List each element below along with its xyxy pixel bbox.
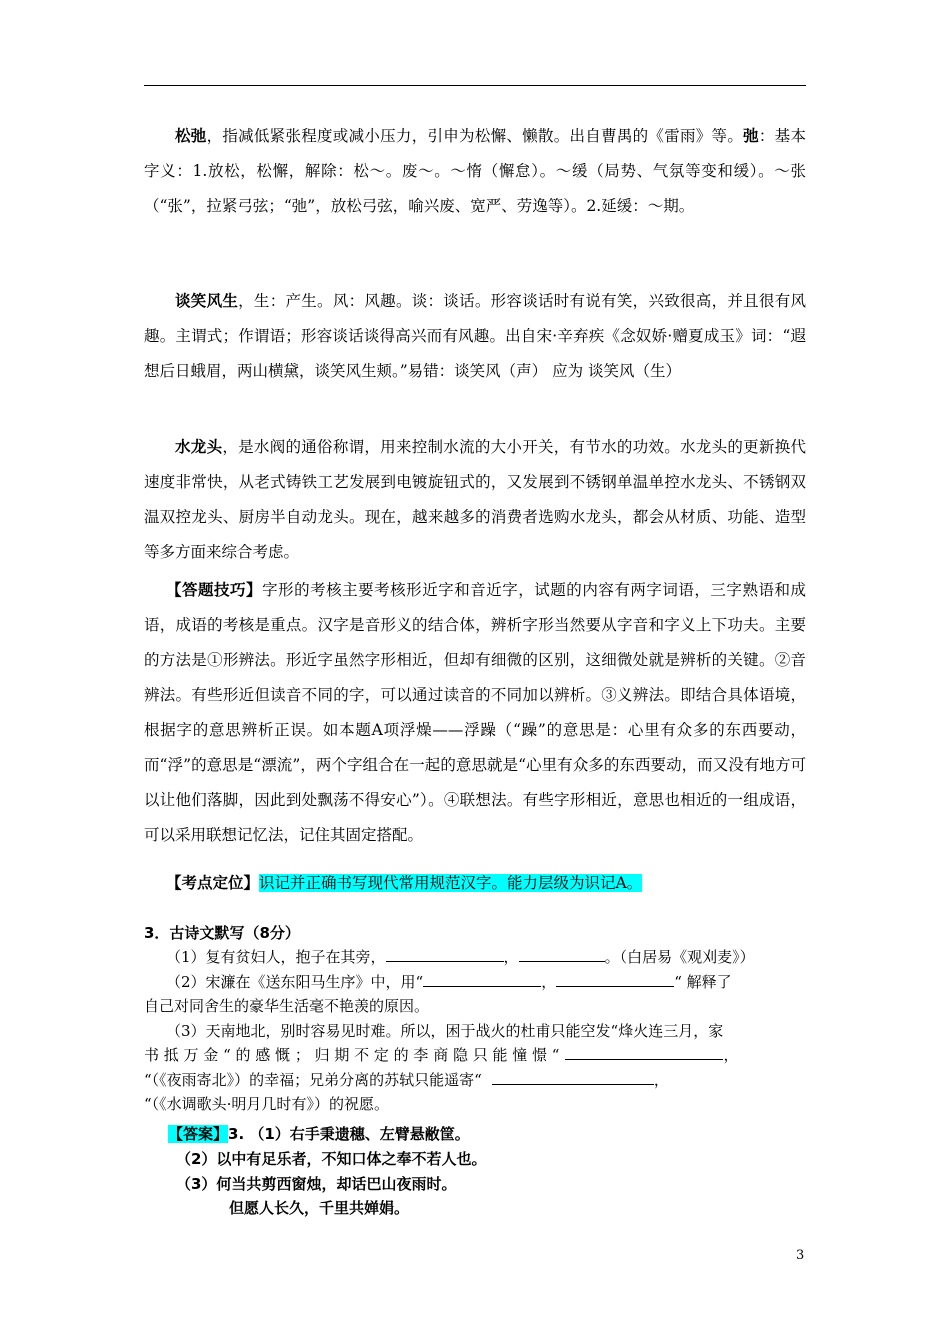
tips-text: 字形的考核主要考核形近字和音近字，试题的内容有两字词语，三字熟语和成语，成语的考核是重点。汉字是音形义的结合体，辨析字形当然要从字音和字义上下功夫。主要的方法是①形辨法。形近字虽然字形相近，但却有细微的区别，这细微处就是辨析的关键。②音辨法。有些形近但读音不同的字，可以通过读音的不同加以辨析。③义辨法。即结合具体语境，根据字的意思辨析正误。如本题A项浮燥——浮躁（“躁”的意思是：心里有众多的东西要动，而“浮”的意思是“漂流”，两个字组合在一起的意思就是“心里有众多的东西要动，而又没有地方可以让他们落脚，因此到处飘荡不得安心”）。④联想法。有些字形相近，意思也相近的一组成语，可以采用联想记忆法，记住其固定搭配。 (144, 581, 806, 844)
tanxiao-text: ，生：产生。风：风趣。谈：谈话。形容谈话时有说有笑，兴致很高，并且很有风趣。主谓式；作谓语；形容谈话谈得高兴而有风趣。出自宋·辛弃疾《念奴娇·赠夏成玉》词：“遐想后日蛾眉，两山横黛，谈笑风生颊。”易错：谈笑风（声） 应为 谈笑风（生） (144, 292, 806, 380)
answer-blank[interactable] (519, 945, 605, 962)
question-3-item-3-line2 (144, 1043, 806, 1067)
answer-blank[interactable] (492, 1068, 654, 1085)
q3-item3-comma2: ， (653, 1071, 669, 1089)
answer-line-1 (168, 1122, 470, 1146)
position-label: 【考点定位】 (166, 874, 260, 892)
q3-item3-text-b: 书 抵 万 金 “ 的 感 慨 ； 归 期 不 定 的 李 商 隐 只 能 憧 憬 “ (144, 1046, 560, 1064)
question-3-item-3-line3 (144, 1068, 806, 1092)
question-3-heading: 3．古诗文默写（8分） (144, 924, 300, 942)
answer-line-4: 但愿人长久，千里共婵娟。 (229, 1199, 410, 1217)
q3-item2-tail: “ 解释了 (674, 973, 732, 991)
paragraph-shuilongtou (144, 430, 806, 570)
shuilongtou-text: ，是水阀的通俗称谓，用来控制水流的大小开关，有节水的功效。水龙头的更新换代速度非常快，从老式铸铁工艺发展到电镀旋钮式的，又发展到不锈钢单温单控水龙头、不锈钢双温双控龙头、厨房半自动龙头。现在，越来越多的消费者选购水龙头，都会从材质、功能、造型等多方面来综合考虑。 (144, 438, 806, 561)
answer-blank[interactable] (556, 970, 674, 987)
answer-text-1: 3. （1）右手秉遗穗、左臂悬敝筐。 (228, 1125, 470, 1143)
page-number: 3 (796, 1248, 805, 1263)
paragraph-tips (144, 573, 806, 853)
answer-label: 【答案】 (168, 1125, 229, 1143)
term-chi: 弛 (743, 127, 759, 145)
question-3-item-1 (144, 945, 806, 969)
header-rule (144, 85, 806, 86)
question-3-item-2-cont: 自己对同舍生的豪华生活毫不艳羡的原因。 (144, 997, 430, 1015)
question-3-item-3-line4: “（《水调歌头·明月几时有》）的祝愿。 (144, 1095, 389, 1113)
songchi-text2: ：基本字义：1.放松，松懈，解除：松～。废～。～惰（懈怠）。～缓（局势、气氛等变和缓）。～张（“张”，拉紧弓弦；“弛”，放松弓弦，喻兴废、宽严、劳逸等）。2.延缓：～期。 (144, 127, 806, 215)
term-tanxiao: 谈笑风生 (175, 292, 239, 310)
paragraph-songchi (144, 119, 806, 224)
q3-item1-comma: ， (503, 948, 519, 966)
term-shuilongtou: 水龙头 (175, 438, 223, 456)
question-3-item-3: （3）天南地北，别时容易见时难。所以，困于战火的杜甫只能空发“烽火连三月，家 (166, 1022, 724, 1040)
q3-item3-text-d: “（《夜雨寄北》）的幸福；兄弟分离的苏轼只能遥寄“ (144, 1071, 482, 1089)
songchi-text1: ，指减低紧张程度或减小压力，引申为松懈、懒散。出自曹禺的《雷雨》等。 (206, 127, 744, 145)
answer-line-2: （2）以中有足乐者，不知口体之奉不若人也。 (176, 1150, 487, 1168)
answer-blank[interactable] (565, 1043, 723, 1060)
term-songchi: 松弛 (175, 127, 207, 145)
q3-item1-text: （1）复有贫妇人，抱子在其旁， (166, 948, 386, 966)
answer-line-3: （3）何当共剪西窗烛，却话巴山夜雨时。 (176, 1175, 457, 1193)
position-text: 识记并正确书写现代常用规范汉字。能力层级为识记A。 (259, 874, 643, 892)
answer-blank[interactable] (423, 970, 541, 987)
answer-blank[interactable] (386, 945, 504, 962)
q3-item1-source: 。（白居易《观刈麦》） (604, 948, 755, 966)
q3-item2-comma: ， (541, 973, 557, 991)
tips-label: 【答题技巧】 (166, 581, 263, 599)
paragraph-position (144, 866, 806, 901)
question-3-item-2 (144, 970, 806, 994)
q3-item2-text: （2）宋濂在《送东阳马生序》中，用“ (166, 973, 424, 991)
paragraph-tanxiao (144, 284, 806, 389)
q3-item3-comma1: ， (723, 1046, 739, 1064)
